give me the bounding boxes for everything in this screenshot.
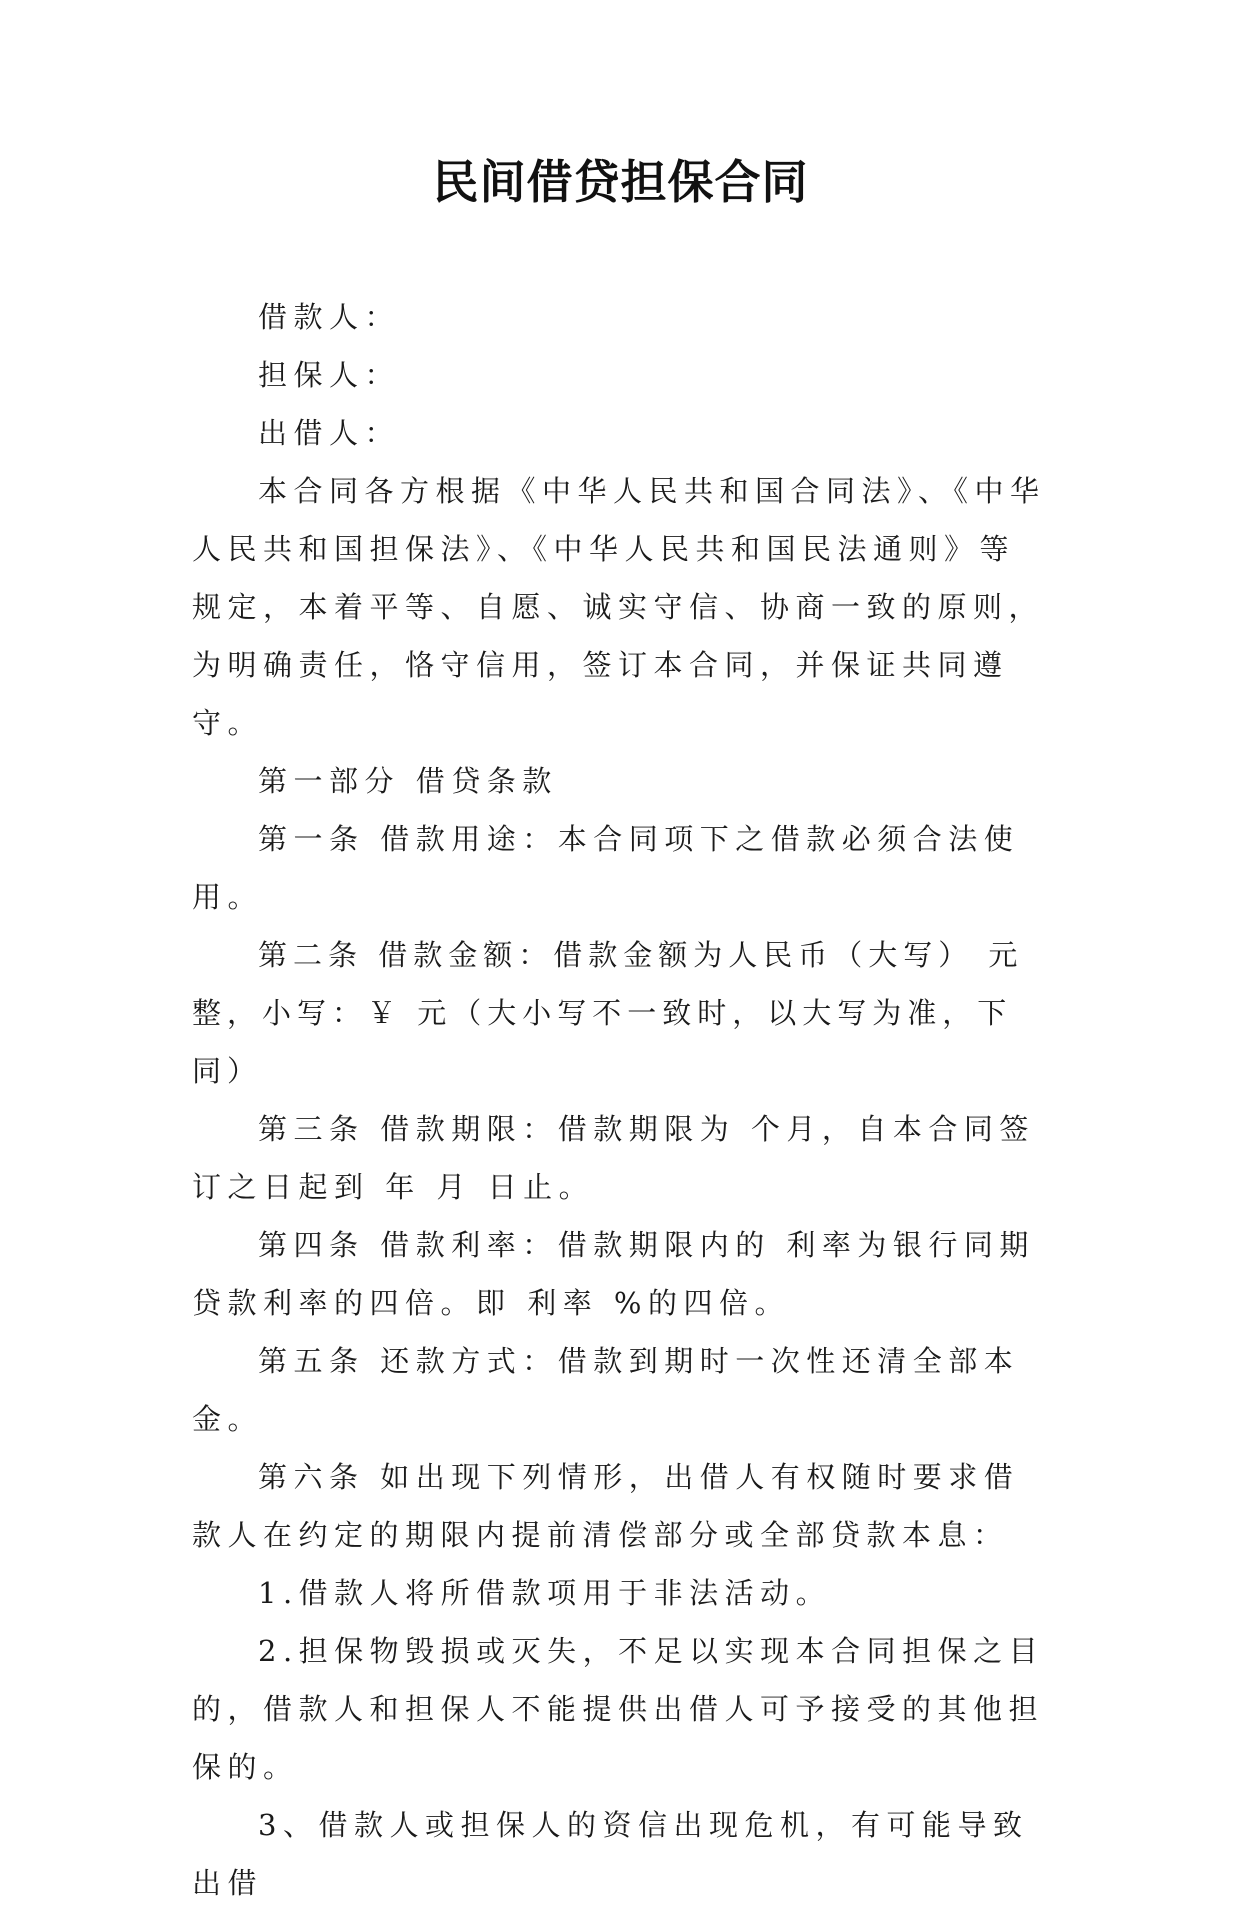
preamble-paragraph: 本合同各方根据《中华人民共和国合同法》、《中华人民共和国担保法》、《中华人民共和国民法通则》等规定，本着平等、自愿、诚实守信、协商一致的原则，为明确责任，恪守信用，签订本合同，并保证共同遵守。 [192,474,1046,740]
article-6-item-3: 3、借款人或担保人的资信出现危机，有可能导致出借 [192,1808,1029,1900]
lender-line: 出借人： [258,416,401,450]
part-one-heading: 第一部分 借贷条款 [258,764,558,798]
borrower-line: 借款人： [258,300,401,334]
document-title: 民间借贷担保合同 [432,155,809,209]
article-4: 第四条 借款利率：借款期限内的 利率为银行同期贷款利率的四倍。即 利率 %的四倍。 [192,1228,1035,1320]
document-body [192,288,1050,1912]
article-3: 第三条 借款期限：借款期限为 个月，自本合同签订之日起到 年 月 日止。 [192,1112,1035,1204]
article-5: 第五条 还款方式：借款到期时一次性还清全部本金。 [192,1344,1020,1436]
article-1: 第一条 借款用途：本合同项下之借款必须合法使用。 [192,822,1020,914]
article-6-item-2: 2.担保物毁损或灭失，不足以实现本合同担保之目的，借款人和担保人不能提供出借人可予接受的其他担保的。 [192,1634,1045,1784]
article-6: 第六条 如出现下列情形，出借人有权随时要求借款人在约定的期限内提前清偿部分或全部贷款本息： [192,1460,1020,1552]
article-2: 第二条 借款金额：借款金额为人民币（大写） 元整，小写：￥ 元（大小写不一致时，以大写为准，下同） [192,938,1024,1088]
article-6-item-1: 1.借款人将所借款项用于非法活动。 [258,1576,832,1610]
guarantor-line: 担保人： [258,358,401,392]
